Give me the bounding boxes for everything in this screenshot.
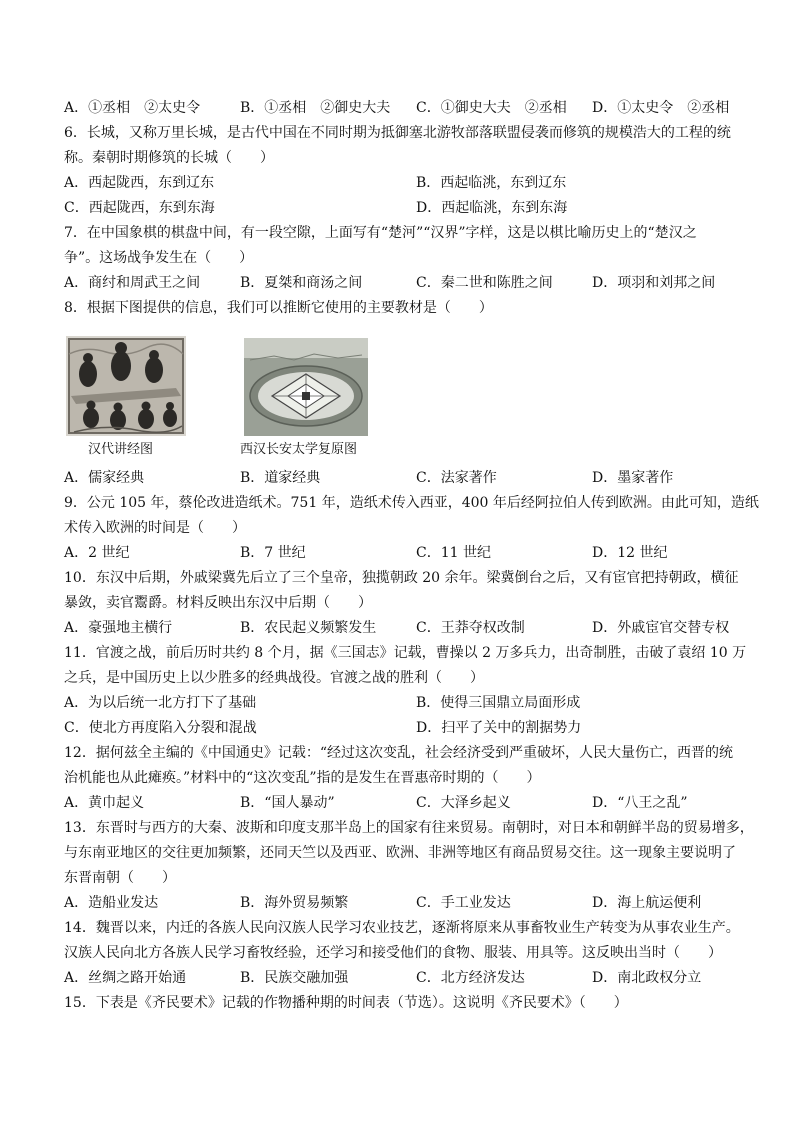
q13-stem-line-1: 13．东晋时与西方的大秦、波斯和印度支那半岛上的国家有往来贸易。南朝时，对日本和朝鲜半岛的贸易增多，: [64, 820, 754, 836]
q10-option-c[interactable]: C．王莽夺权改制: [416, 620, 525, 636]
q11-option-c[interactable]: C．使北方再度陷入分裂和混战: [64, 720, 257, 736]
q7-option-a[interactable]: A．商纣和周武王之间: [64, 275, 201, 291]
q5-option-b[interactable]: B．①丞相 ②御史大夫: [240, 100, 391, 116]
q10-option-b[interactable]: B．农民起义频繁发生: [240, 620, 377, 636]
q11-stem-line-1: 11．官渡之战，前后历时共约 8 个月，据《三国志》记载，曹操以 2 万多兵力，出奇制胜，击破了袁绍 10 万: [64, 645, 747, 661]
q12-option-d[interactable]: D．“八王之乱”: [592, 795, 688, 811]
han-lecture-image: [66, 336, 186, 436]
q11-stem-line-2: 之兵，是中国历史上以少胜多的经典战役。官渡之战的胜利（ ）: [64, 670, 484, 686]
han-lecture-illustration: [66, 336, 186, 436]
q6-option-c[interactable]: C．西起陇西，东到东海: [64, 200, 215, 216]
q9-option-c[interactable]: C．11 世纪: [416, 545, 491, 561]
q12-option-b[interactable]: B．“国人暴动”: [240, 795, 335, 811]
taixue-illustration: [244, 338, 368, 436]
q14-option-d[interactable]: D．南北政权分立: [592, 970, 702, 986]
q7-stem-line-2: 争”。这场战争发生在（ ）: [64, 250, 254, 266]
q6-stem-line-1: 6．长城，又称万里长城，是古代中国在不同时期为抵御塞北游牧部落联盟侵袭而修筑的规模浩大的工程的统: [64, 125, 731, 141]
q12-option-a[interactable]: A．黄巾起义: [64, 795, 145, 811]
q13-option-c[interactable]: C．手工业发达: [416, 895, 511, 911]
q7-option-c[interactable]: C．秦二世和陈胜之间: [416, 275, 553, 291]
q12-stem-line-1: 12．据何兹全主编的《中国通史》记载：“经过这次变乱，社会经济受到严重破坏，人民大量伤亡，西晋的统: [64, 745, 733, 761]
taixue-caption: 西汉长安太学复原图: [240, 442, 358, 457]
q12-option-c[interactable]: C．大泽乡起义: [416, 795, 511, 811]
q8-option-b[interactable]: B．道家经典: [240, 470, 321, 486]
q8-stem-line-1: 8．根据下图提供的信息，我们可以推断它使用的主要教材是（ ）: [64, 300, 493, 316]
q9-option-a[interactable]: A．2 世纪: [64, 545, 130, 561]
q9-option-d[interactable]: D．12 世纪: [592, 545, 668, 561]
q5-option-d[interactable]: D．①太史令 ②丞相: [592, 100, 730, 116]
q11-option-a[interactable]: A．为以后统一北方打下了基础: [64, 695, 257, 711]
q9-option-b[interactable]: B．7 世纪: [240, 545, 306, 561]
q13-stem-line-3: 东晋南朝（ ）: [64, 870, 176, 886]
q11-option-b[interactable]: B．使得三国鼎立局面形成: [416, 695, 581, 711]
q5-option-a[interactable]: A．①丞相 ②太史令: [64, 100, 201, 116]
taixue-image: [244, 338, 368, 436]
q6-option-a[interactable]: A．西起陇西，东到辽东: [64, 175, 215, 191]
q14-option-a[interactable]: A．丝绸之路开始通: [64, 970, 187, 986]
q14-option-c[interactable]: C．北方经济发达: [416, 970, 525, 986]
q14-option-b[interactable]: B．民族交融加强: [240, 970, 349, 986]
q8-option-a[interactable]: A．儒家经典: [64, 470, 145, 486]
q9-stem-line-1: 9．公元 105 年，蔡伦改进造纸术。751 年，造纸术传入西亚，400 年后经阿拉伯人传到欧洲。由此可知，造纸: [64, 495, 759, 511]
q14-stem-line-2: 汉族人民向北方各族人民学习畜牧经验，还学习和接受他们的食物、服装、用具等。这反映出当时（ ）: [64, 945, 722, 961]
q14-stem-line-1: 14．魏晋以来，内迁的各族人民向汉族人民学习农业技艺，逐渐将原来从事畜牧业生产转变为从事农业生产。: [64, 920, 740, 936]
q10-option-d[interactable]: D．外戚宦官交替专权: [592, 620, 730, 636]
q7-stem-line-1: 7．在中国象棋的棋盘中间，有一段空隙，上面写有“楚河”“汉界”字样，这是以棋比喻历史上的“楚汉之: [64, 225, 697, 241]
q10-option-a[interactable]: A．豪强地主横行: [64, 620, 173, 636]
q7-option-d[interactable]: D．项羽和刘邦之间: [592, 275, 716, 291]
q10-stem-line-2: 暴敛，卖官鬻爵。材料反映出东汉中后期（ ）: [64, 595, 372, 611]
q6-stem-line-2: 称。秦朝时期修筑的长城（ ）: [64, 150, 274, 166]
q13-option-d[interactable]: D．海上航运便利: [592, 895, 702, 911]
q11-option-d[interactable]: D．扫平了关中的割据势力: [416, 720, 582, 736]
q13-option-b[interactable]: B．海外贸易频繁: [240, 895, 349, 911]
q6-option-b[interactable]: B．西起临洮，东到辽东: [416, 175, 567, 191]
q6-option-d[interactable]: D．西起临洮，东到东海: [416, 200, 568, 216]
q15-stem-line-1: 15．下表是《齐民要术》记载的作物播种期的时间表（节选）。这说明《齐民要术》（ ）: [64, 995, 628, 1011]
q8-option-d[interactable]: D．墨家著作: [592, 470, 674, 486]
q13-option-a[interactable]: A．造船业发达: [64, 895, 159, 911]
q5-option-c[interactable]: C．①御史大夫 ②丞相: [416, 100, 567, 116]
q10-stem-line-1: 10．东汉中后期，外戚梁冀先后立了三个皇帝，独揽朝政 20 余年。梁冀倒台之后，又有宦官把持朝政，横征: [64, 570, 739, 586]
q9-stem-line-2: 术传入欧洲的时间是（ ）: [64, 520, 246, 536]
han-lecture-caption: 汉代讲经图: [88, 442, 154, 457]
q12-stem-line-2: 治机能也从此瘫痪。”材料中的“这次变乱”指的是发生在晋惠帝时期的（ ）: [64, 770, 541, 786]
q13-stem-line-2: 与东南亚地区的交往更加频繁，还同天竺以及西亚、欧洲、非洲等地区有商品贸易交往。这一现象主要说明了: [64, 845, 736, 861]
q8-option-c[interactable]: C．法家著作: [416, 470, 497, 486]
q7-option-b[interactable]: B．夏桀和商汤之间: [240, 275, 363, 291]
